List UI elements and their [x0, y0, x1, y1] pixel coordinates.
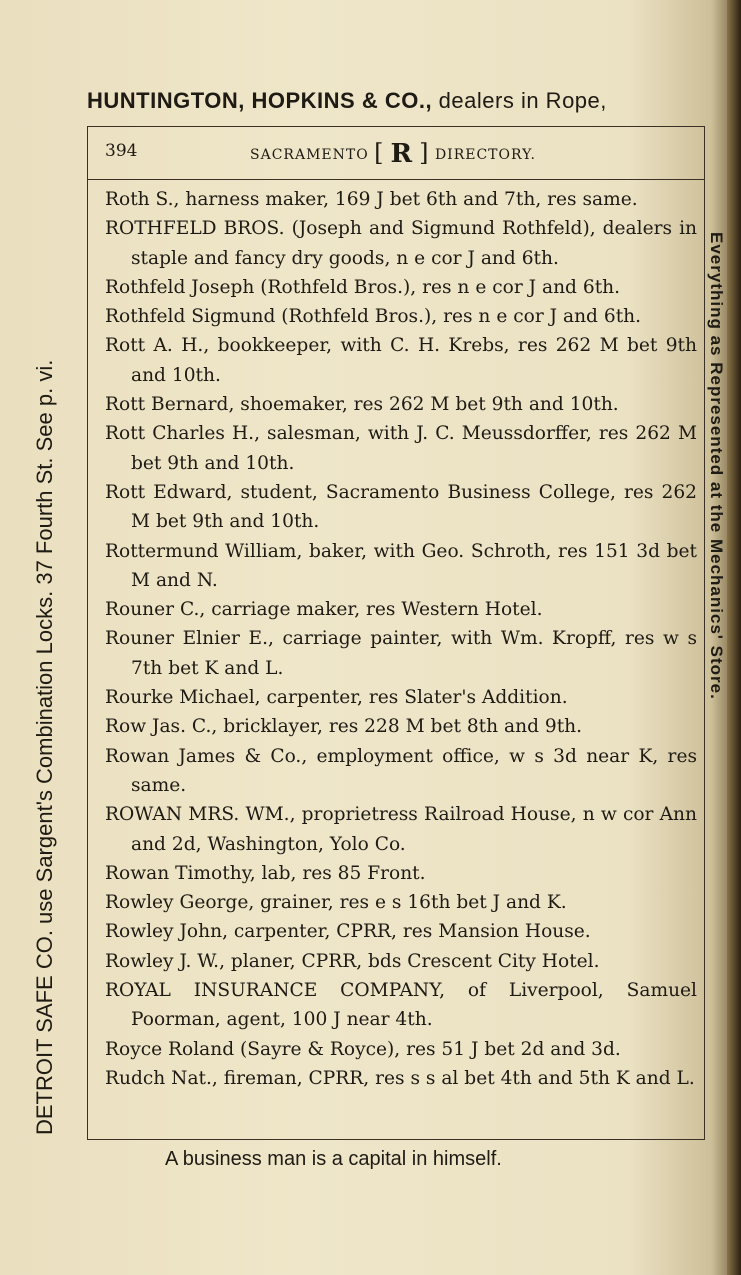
- directory-entry: Rowley J. W., planer, CPRR, bds Crescent City Hotel.: [105, 950, 600, 972]
- directory-entry: Row Jas. C., bricklayer, res 228 M bet 8th and 9th.: [105, 716, 583, 738]
- directory-frame: [87, 126, 705, 1140]
- city-label: SACRAMENTO: [250, 147, 369, 163]
- top-ad-tail: dealers in Rope,: [432, 88, 607, 113]
- right-margin-advertisement: Everything as Represented at the Mechanics' Store.: [707, 232, 726, 700]
- directory-entry: Royce Roland (Sayre & Royce), res 51 J bet 2d and 3d.: [105, 1038, 621, 1060]
- entry-list: [105, 185, 697, 1093]
- directory-entry: ROYAL INSURANCE COMPANY, of Liverpool, Samuel Poorman, agent, 100 J near 4th.: [105, 980, 697, 1031]
- directory-entry: Rowley John, carpenter, CPRR, res Mansion House.: [105, 921, 591, 943]
- directory-entry: Rothfeld Sigmund (Rothfeld Bros.), res n e cor J and 6th.: [105, 306, 642, 328]
- page-number: 394: [105, 141, 138, 161]
- directory-entry: Rowley George, grainer, res e s 16th bet J and K.: [105, 892, 567, 914]
- directory-entry: Rott Charles H., salesman, with J. C. Meussdorffer, res 262 M bet 9th and 10th.: [105, 423, 697, 474]
- directory-entry: Rowan James & Co., employment office, w s 3d near K, res same.: [105, 745, 697, 796]
- left-margin-advertisement: DETROIT SAFE CO. use Sargent's Combination Locks. 37 Fourth St. See p. vi.: [32, 359, 57, 1135]
- directory-entry: Roth S., harness maker, 169 J bet 6th and 7th, res same.: [105, 189, 638, 210]
- directory-entry: Rouner Elnier E., carriage painter, with Wm. Kropff, res w s 7th bet K and L.: [105, 628, 697, 679]
- running-title: [250, 139, 536, 169]
- bracket-open: [: [374, 139, 385, 167]
- directory-entry: Rott A. H., bookkeeper, with C. H. Krebs, res 262 M bet 9th and 10th.: [105, 335, 697, 386]
- directory-entry: Rott Edward, student, Sacramento Business College, res 262 M bet 9th and 10th.: [105, 481, 697, 533]
- directory-label: DIRECTORY.: [434, 147, 536, 163]
- directory-entry: ROTHFELD BROS. (Joseph and Sigmund Rothfeld), dealers in staple and fancy dry goods, n e cor J and 6th.: [105, 218, 697, 269]
- bottom-advertisement: A business man is a capital in himself.: [165, 1148, 502, 1170]
- directory-entry: Rothfeld Joseph (Rothfeld Bros.), res n e cor J and 6th.: [105, 276, 621, 298]
- running-header: [88, 127, 704, 180]
- top-ad-firm: HUNTINGTON, HOPKINS & CO.,: [87, 88, 433, 113]
- directory-entry: Rowan Timothy, lab, res 85 Front.: [105, 862, 426, 884]
- book-spine-shadow: [727, 0, 741, 1275]
- directory-entry: Rottermund William, baker, with Geo. Schroth, res 151 3d bet M and N.: [105, 540, 697, 591]
- directory-entry: Rudch Nat., fireman, CPRR, res s s al bet 4th and 5th K and L.: [105, 1067, 695, 1089]
- directory-entry: Rourke Michael, carpenter, res Slater's Addition.: [105, 687, 568, 709]
- top-advertisement: [87, 88, 727, 114]
- directory-entry: ROWAN MRS. WM., proprietress Railroad House, n w cor Ann and 2d, Washington, Yolo Co.: [105, 804, 697, 855]
- directory-entry: Rott Bernard, shoemaker, res 262 M bet 9th and 10th.: [105, 394, 619, 416]
- section-letter: R: [390, 139, 414, 169]
- bracket-close: ]: [419, 139, 430, 167]
- directory-entry: Rouner C., carriage maker, res Western Hotel.: [105, 599, 543, 621]
